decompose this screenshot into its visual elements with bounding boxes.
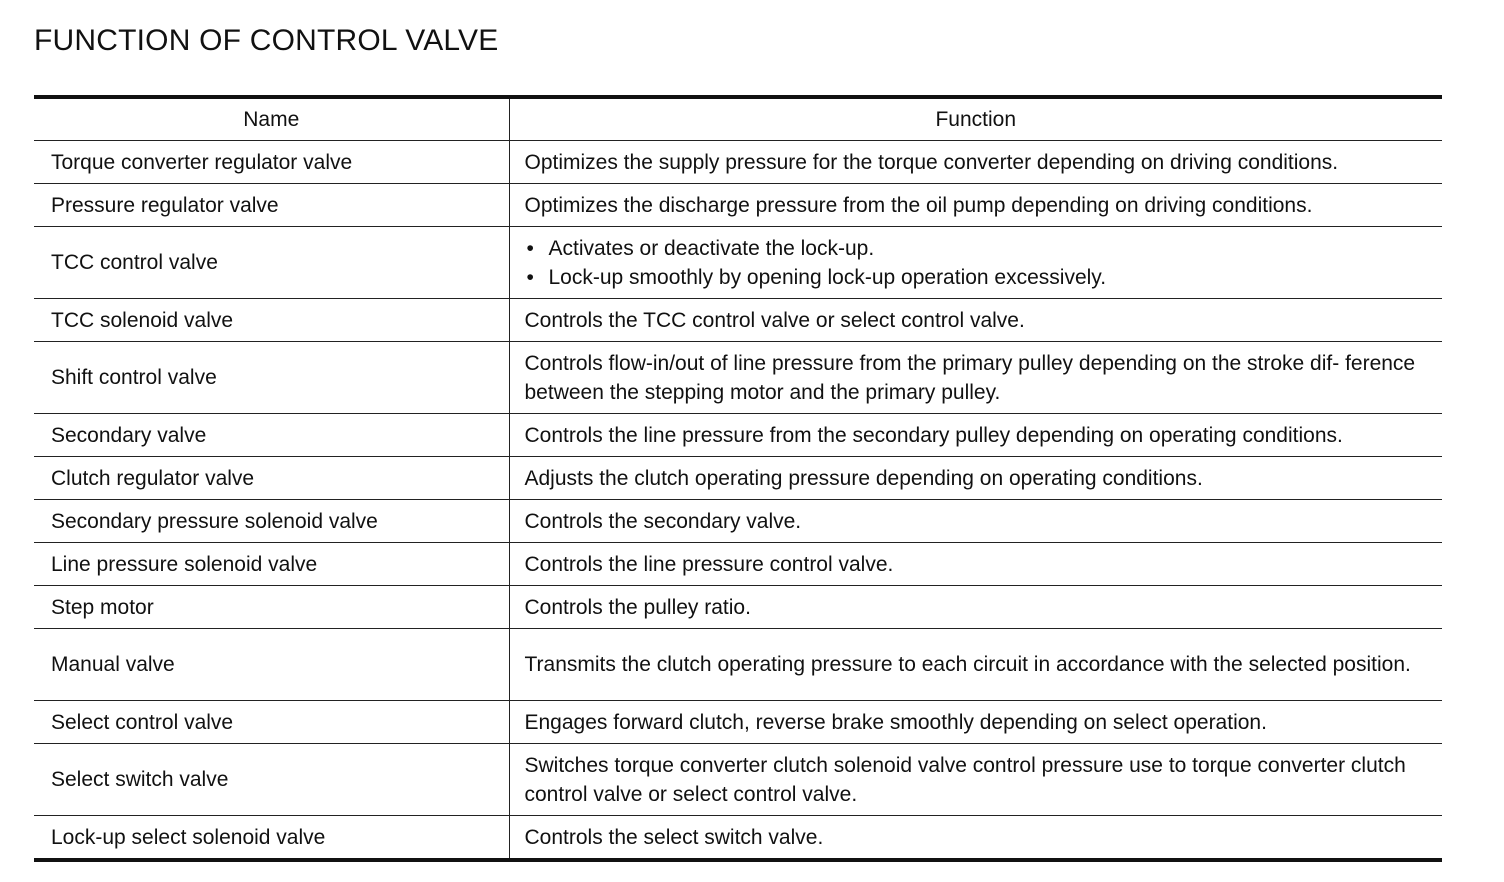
valve-function <box>509 227 1442 299</box>
column-header-name: Name <box>34 97 509 141</box>
valve-function: Optimizes the supply pressure for the torque converter depending on driving conditions. <box>509 141 1442 184</box>
valve-name: Manual valve <box>34 629 509 701</box>
table-row <box>34 414 1442 457</box>
valve-name: Line pressure solenoid valve <box>34 543 509 586</box>
valve-name: Select control valve <box>34 701 509 744</box>
table-row <box>34 744 1442 816</box>
table-header-row <box>34 97 1442 141</box>
valve-function: Engages forward clutch, reverse brake smoothly depending on select operation. <box>509 701 1442 744</box>
valve-function: Controls the TCC control valve or select control valve. <box>509 299 1442 342</box>
valve-function: Controls the pulley ratio. <box>509 586 1442 629</box>
table-row <box>34 586 1442 629</box>
valve-function: Adjusts the clutch operating pressure depending on operating conditions. <box>509 457 1442 500</box>
column-header-function: Function <box>509 97 1442 141</box>
valve-name: Secondary valve <box>34 414 509 457</box>
valve-name: Clutch regulator valve <box>34 457 509 500</box>
table-row <box>34 299 1442 342</box>
table-row <box>34 227 1442 299</box>
control-valve-table <box>34 95 1442 862</box>
table-row <box>34 141 1442 184</box>
table-row <box>34 543 1442 586</box>
function-bullet: • Lock-up smoothly by opening lock-up operation excessively. <box>525 263 1437 292</box>
page-title: FUNCTION OF CONTROL VALVE <box>34 24 499 57</box>
valve-function: Controls the line pressure control valve. <box>509 543 1442 586</box>
valve-name: Shift control valve <box>34 342 509 414</box>
function-bullet: • Activates or deactivate the lock-up. <box>525 234 1437 263</box>
function-bullet-list <box>525 234 1437 292</box>
valve-function: Controls the secondary valve. <box>509 500 1442 543</box>
valve-function: Controls the line pressure from the secondary pulley depending on operating conditions. <box>509 414 1442 457</box>
valve-name: Secondary pressure solenoid valve <box>34 500 509 543</box>
valve-name: Step motor <box>34 586 509 629</box>
valve-name: Lock-up select solenoid valve <box>34 816 509 861</box>
table-row <box>34 701 1442 744</box>
table-row <box>34 816 1442 861</box>
table-row <box>34 342 1442 414</box>
valve-function: Controls the select switch valve. <box>524 825 824 849</box>
valve-function: Optimizes the discharge pressure from the oil pump depending on driving conditions. <box>509 184 1442 227</box>
table-row <box>34 457 1442 500</box>
table-row <box>34 629 1442 701</box>
valve-name: Select switch valve <box>34 744 509 816</box>
valve-name: TCC solenoid valve <box>34 299 509 342</box>
valve-name: Torque converter regulator valve <box>34 141 509 184</box>
valve-function: Transmits the clutch operating pressure to each circuit in accordance with the selected position. <box>509 629 1442 701</box>
valve-name: Pressure regulator valve <box>34 184 509 227</box>
valve-function: Switches torque converter clutch solenoid valve control pressure use to torque converter clutch control valve or select control valve. <box>509 744 1442 816</box>
valve-name: TCC control valve <box>34 227 509 299</box>
valve-function: Controls flow-in/out of line pressure from the primary pulley depending on the stroke dif- ference between the stepping motor and the primary pulley. <box>509 342 1442 414</box>
table-row <box>34 184 1442 227</box>
table-row <box>34 500 1442 543</box>
